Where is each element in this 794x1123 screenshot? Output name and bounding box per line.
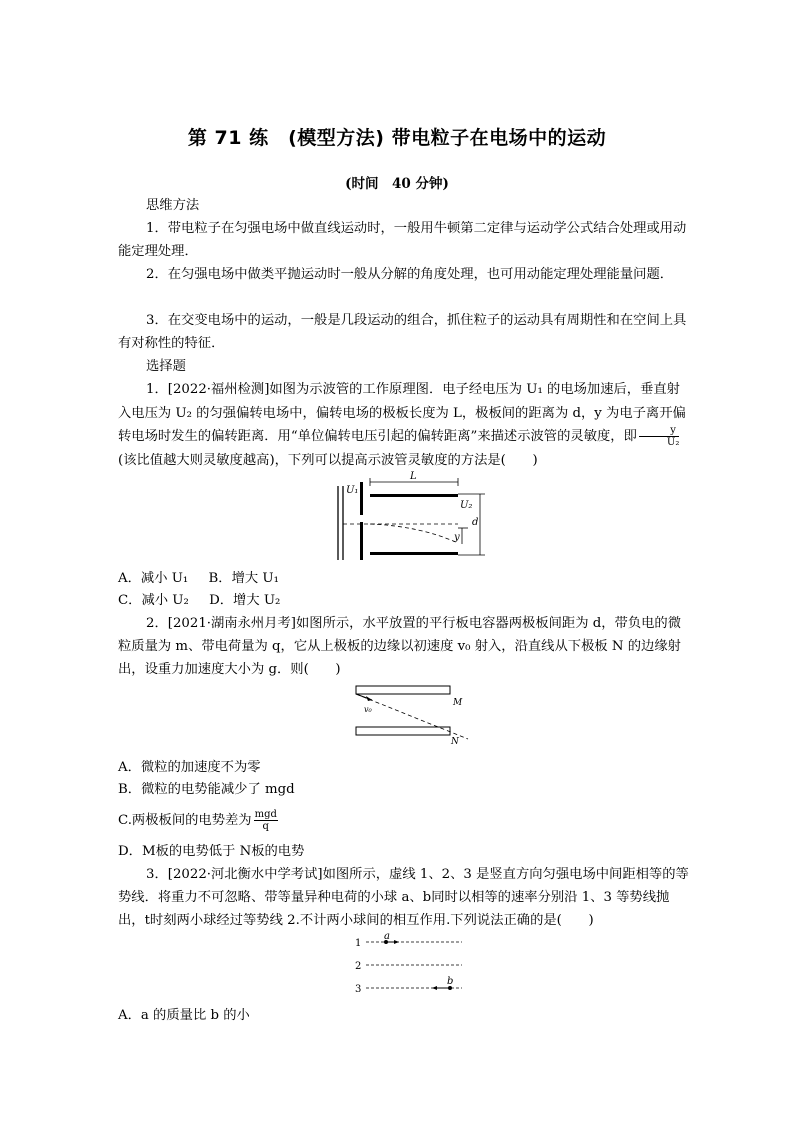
label-line-1: 1: [355, 938, 362, 949]
question-1-text-after: (该比值越大则灵敏度越高)，下列可以提高示波管灵敏度的方法是( ): [118, 452, 538, 468]
label-n: N: [451, 737, 459, 745]
label-ball-b: b: [447, 976, 454, 987]
section-choice-heading: 选择题: [146, 359, 186, 374]
label-line-3: 3: [355, 984, 362, 995]
label-m: M: [453, 698, 463, 708]
time-limit: (时间 40 分钟): [345, 176, 449, 192]
method-item-1: 1．带电粒子在匀强电场中做直线运动时，一般用牛顿第二定律与运动学公式结合处理或用动能定理处理．: [118, 221, 687, 259]
sensitivity-fraction: $\frac{y}{\text{U₂}}$: [639, 425, 679, 448]
equipotential-diagram: [352, 932, 472, 996]
capacitor-diagram: [350, 683, 475, 745]
label-u2: U₂: [460, 500, 473, 511]
q1-option-d: D．增大 U₂: [209, 593, 281, 608]
section-method-heading: 思维方法: [146, 198, 200, 213]
label-ball-a: a: [384, 932, 390, 942]
q1-option-a: A．减小 U₁: [118, 571, 189, 586]
oscilloscope-diagram: [330, 468, 500, 568]
label-v0: v₀: [364, 705, 372, 714]
q2-option-d: D．M板的电势低于 N板的电势: [118, 844, 305, 859]
question-2: 2．[2021·湖南永州月考]如图所示，水平放置的平行板电容器两极板间距为 d，带负电的微粒质量为 m、带电荷量为 q，它从上极板的边缘以初速度 v₀ 射入，沿直线从下极板 N 的边缘射出，设重力加速度大小为 g．则( ): [118, 616, 682, 677]
label-y: y: [454, 532, 460, 543]
label-d: d: [472, 517, 479, 528]
label-l: L: [410, 471, 417, 482]
q1-option-b: B．增大 U₁: [208, 571, 279, 586]
q1-option-row-2: [118, 590, 280, 612]
question-1: [118, 378, 690, 472]
potential-fraction: $\frac{\text{mgd}}{q}$: [254, 809, 277, 832]
q3-option-a: A．a 的质量比 b 的小: [118, 1008, 250, 1023]
q2-option-b: B．微粒的电势能减少了 mgd: [118, 782, 295, 797]
q2-option-c: C.两极板间的电势差为 $\frac{\text{mgd}}{q}$: [118, 809, 277, 832]
question-1-text: 1．[2022·福州检测]如图为示波管的工作原理图．电子经电压为 U₁ 的电场加速后，垂直射入电压为 U₂ 的匀强偏转电场中，偏转电场的极板长度为 L，极板间的距离为 d，y 为电子离开偏转电场时发生的偏转距离．用“单位偏转电压引起的偏转距离”来描述示波管的灵敏度，即: [118, 382, 686, 444]
label-u1: U₁: [346, 485, 359, 496]
method-item-3: 3．在交变电场中的运动，一般是几段运动的组合，抓住粒子的运动具有周期性和在空间上具有对称性的特征．: [118, 313, 687, 351]
method-item-2: 2．在匀强电场中做类平抛运动时一般从分解的角度处理，也可用动能定理处理能量问题．: [146, 267, 674, 282]
page-title: 第 71 练 (模型方法) 带电粒子在电场中的运动: [187, 127, 607, 149]
label-line-2: 2: [355, 961, 362, 972]
q2-option-a: A．微粒的加速度不为零: [118, 760, 261, 775]
q1-option-c: C．减小 U₂: [118, 593, 189, 608]
question-3: 3．[2022·河北衡水中学考试]如图所示，虚线 1、2、3 是竖直方向匀强电场中间距相等的等势线．将重力不可忽略、带等量异种电荷的小球 a、b同时以相等的速率分别沿 1、3 等势线抛出，t时刻两小球经过等势线 2.不计两小球间的相互作用.下列说法正确的是( ): [118, 867, 689, 928]
q1-option-row-1: [118, 568, 279, 590]
